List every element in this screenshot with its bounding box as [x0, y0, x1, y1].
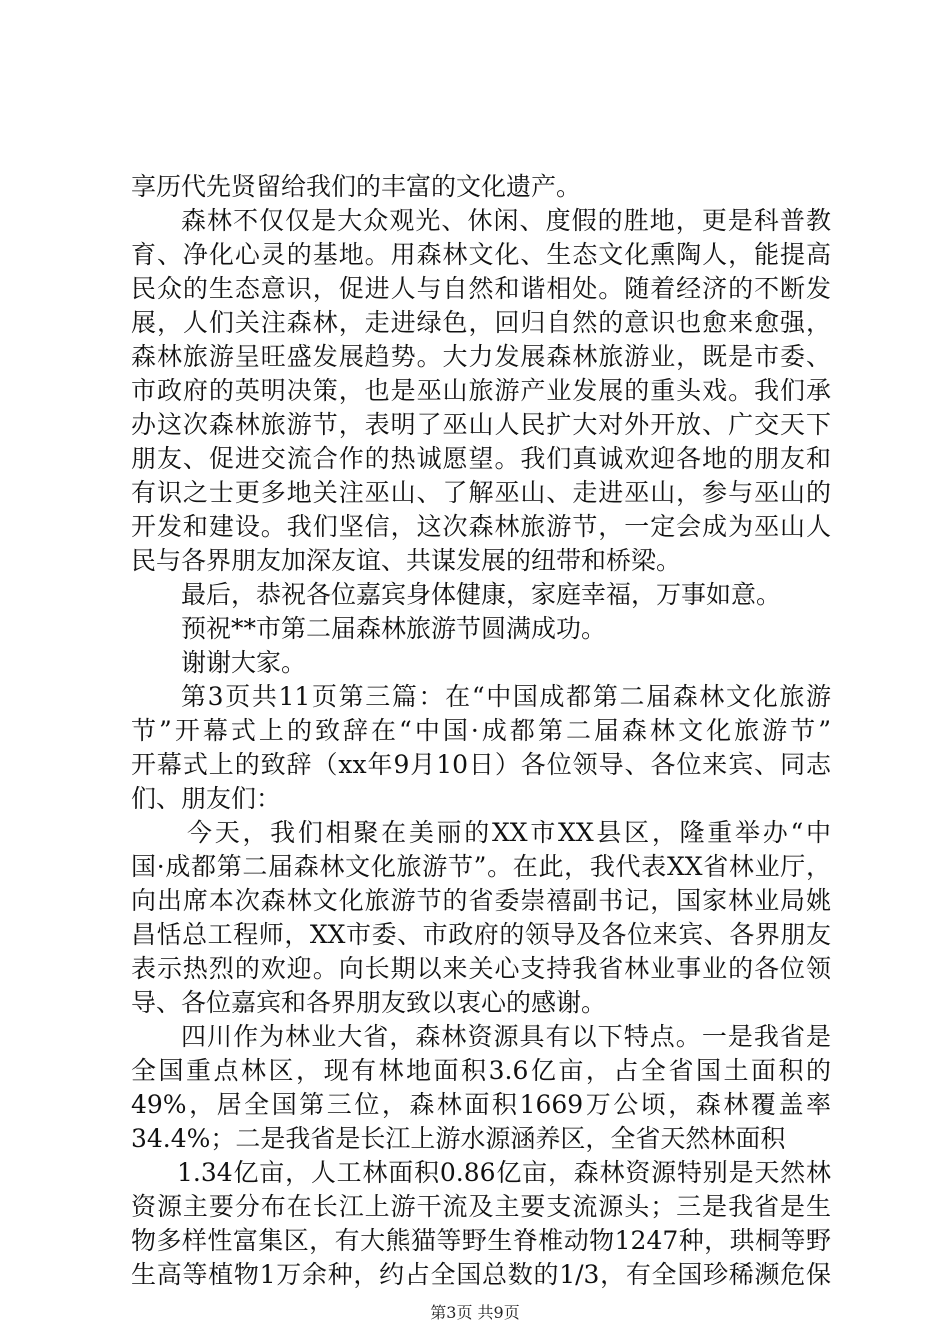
text-line: 市政府的英明决策，也是巫山旅游产业发展的重头戏。我们承 — [131, 376, 831, 405]
text-line: 享历代先贤留给我们的丰富的文化遗产。 — [131, 172, 582, 201]
text-line: 办这次森林旅游节，表明了巫山人民扩大对外开放、广交天下 — [131, 410, 831, 439]
text-line: 49%，居全国第三位，森林面积1669万公顷，森林覆盖率 — [131, 1090, 831, 1119]
text-line: 森林旅游呈旺盛发展趋势。大力发展森林旅游业，既是市委、 — [131, 342, 831, 371]
text-line: 朋友、促进交流合作的热诚愿望。我们真诚欢迎各地的朋友和 — [131, 444, 831, 473]
text-line: 资源主要分布在长江上游干流及主要支流源头；三是我省是生 — [131, 1192, 831, 1221]
text-line: 向出席本次森林文化旅游节的省委崇禧副书记，国家林业局姚 — [131, 886, 831, 915]
text-line: 第3页共11页第三篇：在“中国成都第二届森林文化旅游 — [181, 682, 831, 711]
text-line: 们、朋友们： — [131, 784, 282, 813]
text-line: 育、净化心灵的基地。用森林文化、生态文化熏陶人，能提高 — [131, 240, 831, 269]
page-number-footer: 第3页 共9页 — [430, 1303, 520, 1322]
text-line: 四川作为林业大省，森林资源具有以下特点。一是我省是 — [181, 1022, 831, 1051]
text-line: 民众的生态意识，促进人与自然和谐相处。随着经济的不断发 — [131, 274, 831, 303]
text-line: 物多样性富集区，有大熊猫等野生脊椎动物1247种，珙桐等野 — [131, 1226, 831, 1255]
text-line: 最后，恭祝各位嘉宾身体健康，家庭幸福，万事如意。 — [181, 580, 782, 609]
text-line: 1.34亿亩，人工林面积0.86亿亩，森林资源特别是天然林 — [177, 1158, 831, 1187]
text-line: 导、各位嘉宾和各界朋友致以衷心的感谢。 — [131, 988, 607, 1017]
text-line: 34.4%；二是我省是长江上游水源涵养区，全省天然林面积 — [131, 1124, 786, 1153]
text-line: 民与各界朋友加深友谊、共谋发展的纽带和桥梁。 — [131, 546, 682, 575]
text-line: 今天，我们相聚在美丽的XX市XX县区，隆重举办“中 — [187, 818, 831, 847]
text-line: 开发和建设。我们坚信，这次森林旅游节，一定会成为巫山人 — [131, 512, 831, 541]
text-line: 有识之士更多地关注巫山、了解巫山、走进巫山，参与巫山的 — [131, 478, 831, 507]
text-line: 国·成都第二届森林文化旅游节”。在此，我代表XX省林业厅， — [131, 852, 831, 881]
text-line: 表示热烈的欢迎。向长期以来关心支持我省林业事业的各位领 — [131, 954, 831, 983]
text-line: 昌恬总工程师，XX市委、市政府的领导及各位来宾、各界朋友 — [131, 920, 831, 949]
text-line: 谢谢大家。 — [181, 648, 307, 677]
text-line: 节”开幕式上的致辞在“中国·成都第二届森林文化旅游节” — [131, 716, 831, 745]
text-line: 预祝**市第二届森林旅游节圆满成功。 — [181, 614, 607, 643]
text-line: 全国重点林区，现有林地面积3.6亿亩，占全省国土面积的 — [131, 1056, 831, 1085]
text-line: 展，人们关注森林，走进绿色，回归自然的意识也愈来愈强， — [131, 308, 831, 337]
text-line: 生高等植物1万余种，约占全国总数的1/3，有全国珍稀濒危保 — [131, 1260, 831, 1289]
text-line: 森林不仅仅是大众观光、休闲、度假的胜地，更是科普教 — [181, 206, 831, 235]
text-line: 开幕式上的致辞（xx年9月10日）各位领导、各位来宾、同志 — [131, 750, 831, 779]
